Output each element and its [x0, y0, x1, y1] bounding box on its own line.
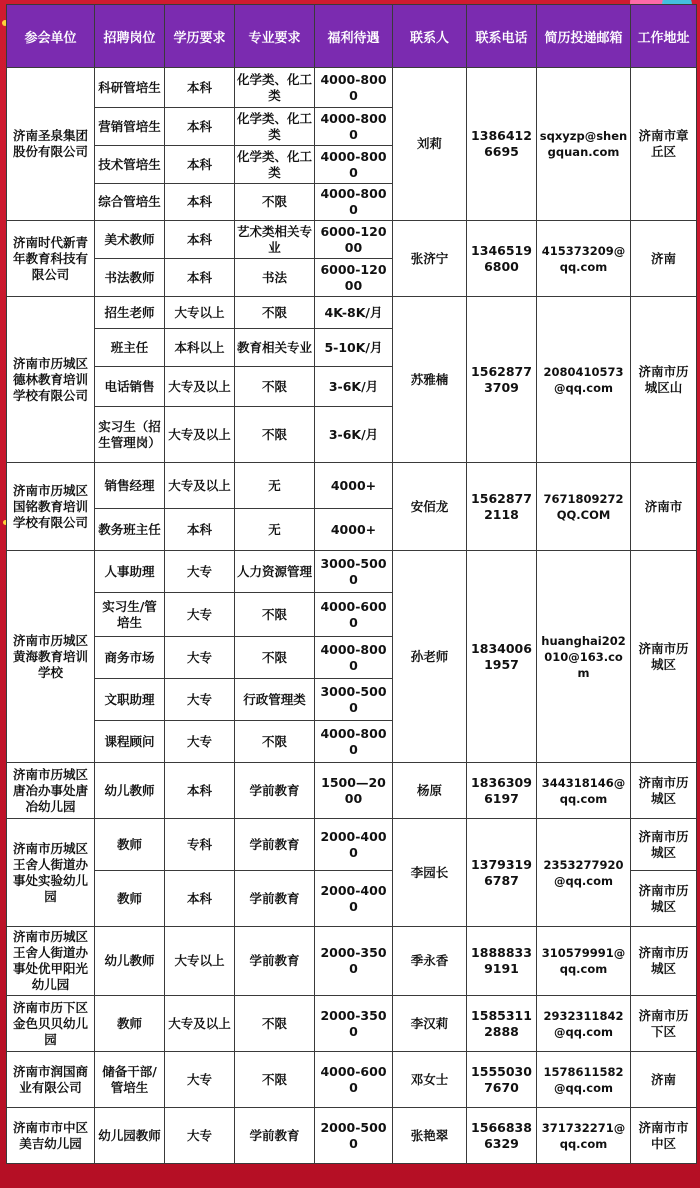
major-cell: 行政管理类 — [235, 679, 315, 721]
address-cell: 济南市历下区 — [631, 996, 697, 1052]
table-row — [7, 68, 697, 108]
salary-cell: 1500—2000 — [315, 763, 393, 819]
company-cell: 济南市历城区王舍人街道办事处优甲阳光幼儿园 — [7, 927, 95, 996]
salary-cell: 5-10K/月 — [315, 329, 393, 367]
major-cell: 不限 — [235, 721, 315, 763]
contact-cell: 苏雅楠 — [393, 297, 467, 463]
education-cell: 大专 — [165, 1108, 235, 1164]
company-cell: 济南市历下区金色贝贝幼儿园 — [7, 996, 95, 1052]
company-cell: 济南市历城区德林教育培训学校有限公司 — [7, 297, 95, 463]
contact-cell: 孙老师 — [393, 551, 467, 763]
email-cell: 371732271@qq.com — [537, 1108, 631, 1164]
recruitment-table — [6, 4, 697, 1164]
major-cell: 学前教育 — [235, 763, 315, 819]
email-cell: sqxyzp@shengquan.com — [537, 68, 631, 221]
company-cell: 济南市历城区王舍人街道办事处实验幼儿园 — [7, 819, 95, 927]
phone-cell: 15853112888 — [467, 996, 537, 1052]
education-cell: 本科 — [165, 146, 235, 184]
salary-cell: 3-6K/月 — [315, 407, 393, 463]
salary-cell: 4000-8000 — [315, 184, 393, 221]
contact-cell: 李汉莉 — [393, 996, 467, 1052]
education-cell: 大专 — [165, 593, 235, 637]
phone-cell: 18363096197 — [467, 763, 537, 819]
education-cell: 大专 — [165, 551, 235, 593]
table-row — [7, 297, 697, 329]
table-row — [7, 1108, 697, 1164]
email-cell: 310579991@qq.com — [537, 927, 631, 996]
table-row — [7, 996, 697, 1052]
table-row — [7, 927, 697, 996]
table-row — [7, 551, 697, 593]
major-cell: 化学类、化工类 — [235, 146, 315, 184]
address-cell: 济南市历城区 — [631, 927, 697, 996]
salary-cell: 4000-6000 — [315, 593, 393, 637]
position-cell: 销售经理 — [95, 463, 165, 509]
position-cell: 幼儿园教师 — [95, 1108, 165, 1164]
table-row — [7, 1052, 697, 1108]
major-cell: 不限 — [235, 184, 315, 221]
major-cell: 不限 — [235, 1052, 315, 1108]
position-cell: 储备干部/管培生 — [95, 1052, 165, 1108]
salary-cell: 4000-8000 — [315, 721, 393, 763]
address-cell: 济南市章丘区 — [631, 68, 697, 221]
position-cell: 实习生（招生管理岗） — [95, 407, 165, 463]
position-cell: 招生老师 — [95, 297, 165, 329]
major-cell: 学前教育 — [235, 1108, 315, 1164]
major-cell: 无 — [235, 509, 315, 551]
education-cell: 专科 — [165, 819, 235, 871]
contact-cell: 张艳翠 — [393, 1108, 467, 1164]
position-cell: 教师 — [95, 996, 165, 1052]
position-cell: 技术管培生 — [95, 146, 165, 184]
education-cell: 大专及以上 — [165, 407, 235, 463]
education-cell: 本科 — [165, 108, 235, 146]
salary-cell: 2000-5000 — [315, 1108, 393, 1164]
position-cell: 教师 — [95, 871, 165, 927]
address-cell: 济南市 — [631, 463, 697, 551]
education-cell: 本科 — [165, 184, 235, 221]
position-cell: 幼儿教师 — [95, 927, 165, 996]
major-cell: 学前教育 — [235, 819, 315, 871]
position-cell: 班主任 — [95, 329, 165, 367]
phone-cell: 15628773709 — [467, 297, 537, 463]
address-cell: 济南市历城区 — [631, 871, 697, 927]
salary-cell: 2000-3500 — [315, 927, 393, 996]
contact-cell: 刘莉 — [393, 68, 467, 221]
email-cell: 2353277920@qq.com — [537, 819, 631, 927]
company-cell: 济南圣泉集团股份有限公司 — [7, 68, 95, 221]
salary-cell: 2000-4000 — [315, 871, 393, 927]
email-cell: 415373209@qq.com — [537, 221, 631, 297]
contact-cell: 邓女士 — [393, 1052, 467, 1108]
salary-cell: 2000-4000 — [315, 819, 393, 871]
major-cell: 学前教育 — [235, 927, 315, 996]
education-cell: 大专 — [165, 721, 235, 763]
education-cell: 大专 — [165, 1052, 235, 1108]
position-cell: 书法教师 — [95, 259, 165, 297]
header-address: 工作地址 — [631, 5, 697, 68]
table-row — [7, 763, 697, 819]
address-cell: 济南市历城区 — [631, 763, 697, 819]
position-cell: 文职助理 — [95, 679, 165, 721]
address-cell: 济南市历城区 — [631, 551, 697, 763]
email-cell: huanghai202010@163.com — [537, 551, 631, 763]
phone-cell: 15550307670 — [467, 1052, 537, 1108]
contact-cell: 李园长 — [393, 819, 467, 927]
header-education: 学历要求 — [165, 5, 235, 68]
position-cell: 营销管培生 — [95, 108, 165, 146]
phone-cell: 18340061957 — [467, 551, 537, 763]
major-cell: 不限 — [235, 297, 315, 329]
company-cell: 济南市历城区国铭教育培训学校有限公司 — [7, 463, 95, 551]
company-cell: 济南市历城区唐冶办事处唐冶幼儿园 — [7, 763, 95, 819]
phone-cell: 15668386329 — [467, 1108, 537, 1164]
salary-cell: 3000-5000 — [315, 551, 393, 593]
header-salary: 福利待遇 — [315, 5, 393, 68]
company-cell: 济南时代新青年教育科技有限公司 — [7, 221, 95, 297]
position-cell: 科研管培生 — [95, 68, 165, 108]
email-cell: 2080410573@qq.com — [537, 297, 631, 463]
email-cell: 1578611582@qq.com — [537, 1052, 631, 1108]
position-cell: 幼儿教师 — [95, 763, 165, 819]
major-cell: 教育相关专业 — [235, 329, 315, 367]
address-cell: 济南 — [631, 221, 697, 297]
education-cell: 本科 — [165, 221, 235, 259]
salary-cell: 4000+ — [315, 463, 393, 509]
major-cell: 学前教育 — [235, 871, 315, 927]
education-cell: 大专及以上 — [165, 996, 235, 1052]
major-cell: 不限 — [235, 407, 315, 463]
email-cell: 2932311842@qq.com — [537, 996, 631, 1052]
education-cell: 本科 — [165, 259, 235, 297]
company-cell: 济南市润国商业有限公司 — [7, 1052, 95, 1108]
major-cell: 艺术类相关专业 — [235, 221, 315, 259]
contact-cell: 安佰龙 — [393, 463, 467, 551]
header-company: 参会单位 — [7, 5, 95, 68]
header-contact: 联系人 — [393, 5, 467, 68]
salary-cell: 4000-8000 — [315, 637, 393, 679]
address-cell: 济南市历城区 — [631, 819, 697, 871]
position-cell: 实习生/管培生 — [95, 593, 165, 637]
salary-cell: 4000+ — [315, 509, 393, 551]
education-cell: 本科 — [165, 509, 235, 551]
education-cell: 大专及以上 — [165, 367, 235, 407]
major-cell: 不限 — [235, 593, 315, 637]
education-cell: 大专 — [165, 637, 235, 679]
major-cell: 不限 — [235, 367, 315, 407]
salary-cell: 4000-8000 — [315, 68, 393, 108]
major-cell: 不限 — [235, 637, 315, 679]
salary-cell: 6000-12000 — [315, 221, 393, 259]
email-cell: 7671809272QQ.COM — [537, 463, 631, 551]
contact-cell: 季永香 — [393, 927, 467, 996]
phone-cell: 13793196787 — [467, 819, 537, 927]
header-phone: 联系电话 — [467, 5, 537, 68]
address-cell: 济南市历城区山 — [631, 297, 697, 463]
salary-cell: 4000-8000 — [315, 108, 393, 146]
education-cell: 本科 — [165, 871, 235, 927]
major-cell: 不限 — [235, 996, 315, 1052]
salary-cell: 4K-8K/月 — [315, 297, 393, 329]
position-cell: 商务市场 — [95, 637, 165, 679]
recruitment-table-frame — [6, 4, 696, 1164]
contact-cell: 张济宁 — [393, 221, 467, 297]
major-cell: 化学类、化工类 — [235, 68, 315, 108]
salary-cell: 3-6K/月 — [315, 367, 393, 407]
contact-cell: 杨原 — [393, 763, 467, 819]
header-position: 招聘岗位 — [95, 5, 165, 68]
position-cell: 教师 — [95, 819, 165, 871]
phone-cell: 13465196800 — [467, 221, 537, 297]
salary-cell: 3000-5000 — [315, 679, 393, 721]
major-cell: 人力资源管理 — [235, 551, 315, 593]
position-cell: 教务班主任 — [95, 509, 165, 551]
education-cell: 本科 — [165, 763, 235, 819]
header-email: 简历投递邮箱 — [537, 5, 631, 68]
header-major: 专业要求 — [235, 5, 315, 68]
position-cell: 电话销售 — [95, 367, 165, 407]
salary-cell: 4000-6000 — [315, 1052, 393, 1108]
table-header-row — [7, 5, 697, 68]
education-cell: 大专及以上 — [165, 463, 235, 509]
education-cell: 大专以上 — [165, 297, 235, 329]
address-cell: 济南市市中区 — [631, 1108, 697, 1164]
salary-cell: 2000-3500 — [315, 996, 393, 1052]
education-cell: 大专以上 — [165, 927, 235, 996]
salary-cell: 6000-12000 — [315, 259, 393, 297]
position-cell: 美术教师 — [95, 221, 165, 259]
phone-cell: 15628772118 — [467, 463, 537, 551]
email-cell: 344318146@qq.com — [537, 763, 631, 819]
table-row — [7, 463, 697, 509]
position-cell: 综合管培生 — [95, 184, 165, 221]
table-row — [7, 221, 697, 259]
major-cell: 书法 — [235, 259, 315, 297]
position-cell: 课程顾问 — [95, 721, 165, 763]
major-cell: 化学类、化工类 — [235, 108, 315, 146]
company-cell: 济南市历城区黄海教育培训学校 — [7, 551, 95, 763]
phone-cell: 18888339191 — [467, 927, 537, 996]
company-cell: 济南市市中区美吉幼儿园 — [7, 1108, 95, 1164]
salary-cell: 4000-8000 — [315, 146, 393, 184]
education-cell: 本科以上 — [165, 329, 235, 367]
address-cell: 济南 — [631, 1052, 697, 1108]
education-cell: 大专 — [165, 679, 235, 721]
table-row — [7, 819, 697, 871]
position-cell: 人事助理 — [95, 551, 165, 593]
education-cell: 本科 — [165, 68, 235, 108]
phone-cell: 13864126695 — [467, 68, 537, 221]
major-cell: 无 — [235, 463, 315, 509]
